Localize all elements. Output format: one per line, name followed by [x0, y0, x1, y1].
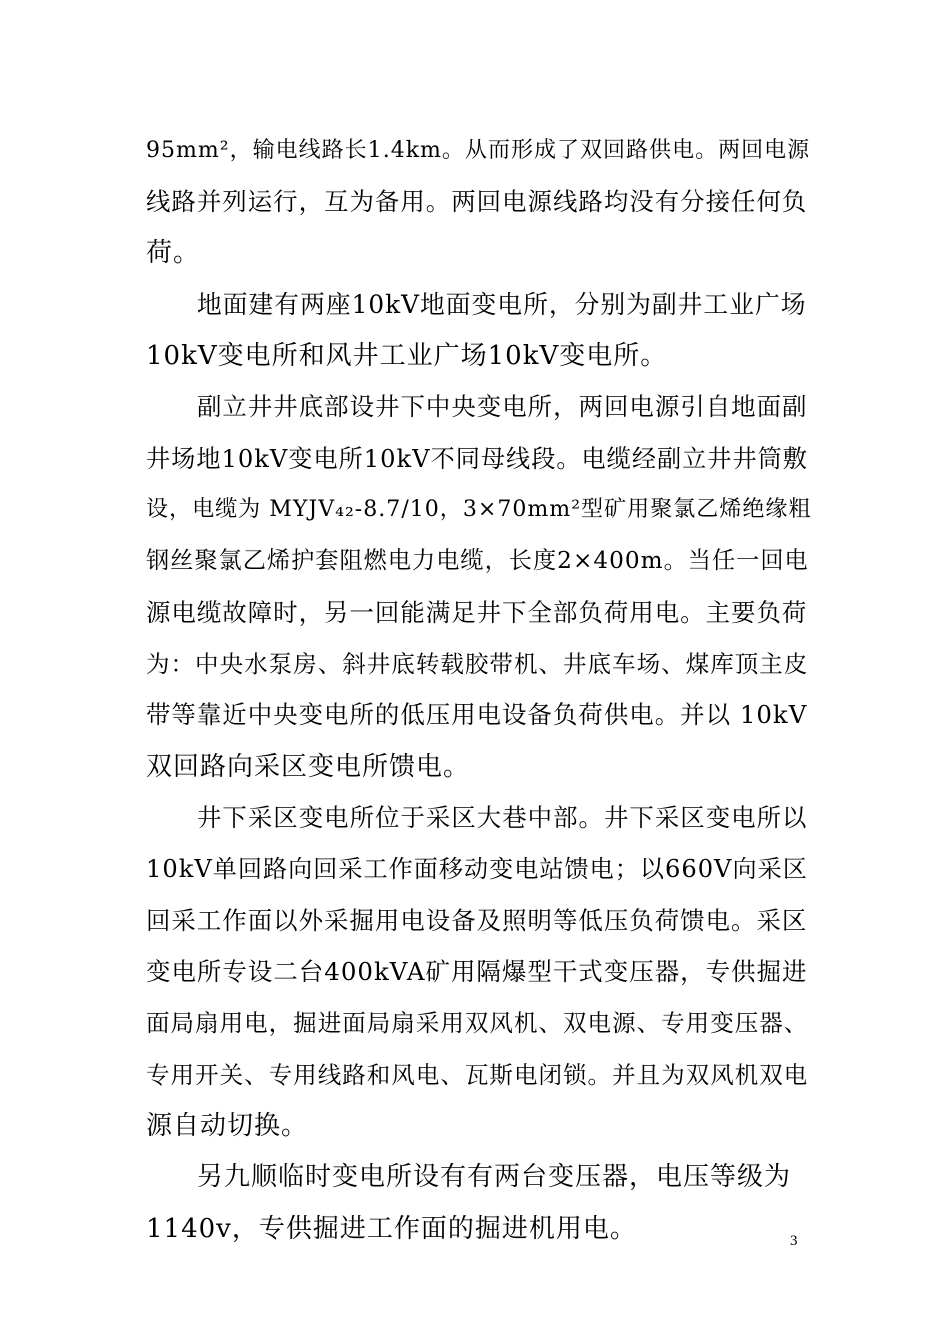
- text-line: 荷。: [146, 238, 201, 268]
- text-line: 井下采区变电所位于采区大巷中部。井下采区变电所以: [197, 803, 808, 832]
- page-number: 3: [790, 1233, 798, 1249]
- text-line: 专用开关、专用线路和风电、瓦斯电闭锁。并且为双风机双电: [146, 1061, 809, 1089]
- text-line: 95mm²，输电线路长1.4km。从而形成了双回路供电。两回电源: [146, 138, 811, 163]
- text-line: 井场地10kV变电所10kV不同母线段。电缆经副立井井筒敷: [146, 445, 808, 473]
- text-line: 回采工作面以外采掘用电设备及照明等低压负荷馈电。采区: [146, 906, 808, 935]
- text-line: 带等靠近中央变电所的低压用电设备负荷供电。并以 10kV: [146, 700, 808, 729]
- text-line: 地面建有两座10kV地面变电所，分别为副井工业广场: [197, 290, 807, 319]
- text-line: 面局扇用电，掘进面局扇采用双风机、双电源、专用变压器、: [146, 1009, 809, 1037]
- text-line: 双回路向采区变电所馈电。: [146, 752, 471, 782]
- text-line: 10kV单回路向回采工作面移动变电站馈电；以660V向采区: [146, 855, 808, 883]
- text-line: 变电所专设二台400kVA矿用隔爆型干式变压器，专供掘进: [146, 957, 808, 986]
- text-line: 源自动切换。: [146, 1111, 309, 1141]
- text-line: 副立井井底部设井下中央变电所，两回电源引自地面副: [197, 392, 808, 421]
- text-line: 线路并列运行，互为备用。两回电源线路均没有分接任何负: [146, 187, 808, 216]
- text-line: 钢丝聚氯乙烯护套阻燃电力电缆，长度2×400m。当任一回电: [146, 547, 809, 574]
- text-line: 设，电缆为 MYJV₄₂-8.7/10，3×70mm²型矿用聚氯乙烯绝缘粗: [146, 497, 812, 522]
- text-line: 为：中央水泵房、斜井底转载胶带机、井底车场、煤库顶主皮: [146, 650, 809, 678]
- text-line: 1140v，专供掘进工作面的掘进机用电。: [146, 1214, 637, 1244]
- text-line: 源电缆故障时，另一回能满足井下全部负荷用电。主要负荷: [146, 598, 808, 627]
- text-line: 另九顺临时变电所设有有两台变压器，电压等级为: [197, 1162, 792, 1192]
- text-line: 10kV变电所和风井工业广场10kV变电所。: [146, 341, 668, 371]
